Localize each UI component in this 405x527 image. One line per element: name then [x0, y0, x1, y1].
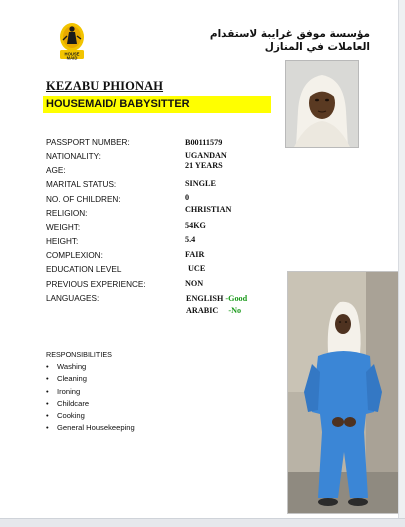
list-item: • Ironing: [46, 386, 81, 396]
list-item: • Washing: [46, 362, 87, 371]
language-arabic-name: ARABIC: [186, 306, 219, 315]
list-item: • Cleaning: [46, 374, 87, 384]
page-edge: [398, 0, 405, 526]
passport-number-value: B00111579: [185, 138, 223, 147]
height-label: HEIGHT:: [46, 237, 79, 246]
age-value: 21 YEARS: [185, 161, 223, 170]
responsibilities-list: [46, 361, 135, 435]
nationality-label: NATIONALITY:: [46, 152, 101, 161]
age-label: AGE:: [46, 166, 66, 175]
list-item: • General Housekeeping: [46, 423, 135, 433]
company-logo: [55, 20, 89, 60]
language-english-name: ENGLISH: [186, 294, 224, 303]
agency-name-arabic: مؤسسة موفق غرايبة لاستقدام العاملات في المنازل: [209, 28, 370, 53]
marital-status-label: MARITAL STATUS:: [46, 180, 117, 189]
svg-text:HOUSE: HOUSE: [64, 51, 80, 57]
svg-text:MAID: MAID: [66, 55, 78, 60]
candidate-position: HOUSEMAID/ BABYSITTER: [46, 98, 190, 110]
passport-number-label: PASSPORT NUMBER:: [46, 138, 130, 147]
complexion-value: FAIR: [185, 250, 205, 259]
education-value: UCE: [188, 264, 206, 273]
religion-label: RELIGION:: [46, 209, 88, 218]
education-label: EDUCATION LEVEL: [46, 265, 122, 274]
complexion-label: COMPLEXION:: [46, 251, 103, 260]
nationality-value: UGANDAN: [185, 151, 227, 160]
language-arabic-level: -No: [228, 306, 242, 315]
language-english-level: -Good: [225, 294, 248, 303]
candidate-name: KEZABU PHIONAH: [46, 79, 164, 93]
responsibilities-heading: RESPONSIBILITIES: [46, 350, 112, 359]
height-value: 5.4: [185, 235, 196, 244]
weight-value: 54KG: [185, 221, 206, 230]
religion-value: CHRISTIAN: [185, 205, 232, 214]
headshot-photo: [285, 60, 359, 148]
experience-value: NON: [185, 279, 204, 288]
list-item: • Childcare: [46, 398, 90, 408]
children-label: NO. OF CHILDREN:: [46, 195, 121, 204]
marital-status-value: SINGLE: [185, 179, 216, 188]
list-item: • Cooking: [46, 411, 85, 421]
languages-label: LANGUAGES:: [46, 294, 100, 303]
children-value: 0: [185, 193, 190, 202]
weight-label: WEIGHT:: [46, 223, 81, 232]
full-body-photo: [287, 271, 400, 514]
experience-label: PREVIOUS EXPERIENCE:: [46, 280, 146, 289]
language-english: [186, 294, 247, 303]
language-arabic: [186, 306, 241, 315]
